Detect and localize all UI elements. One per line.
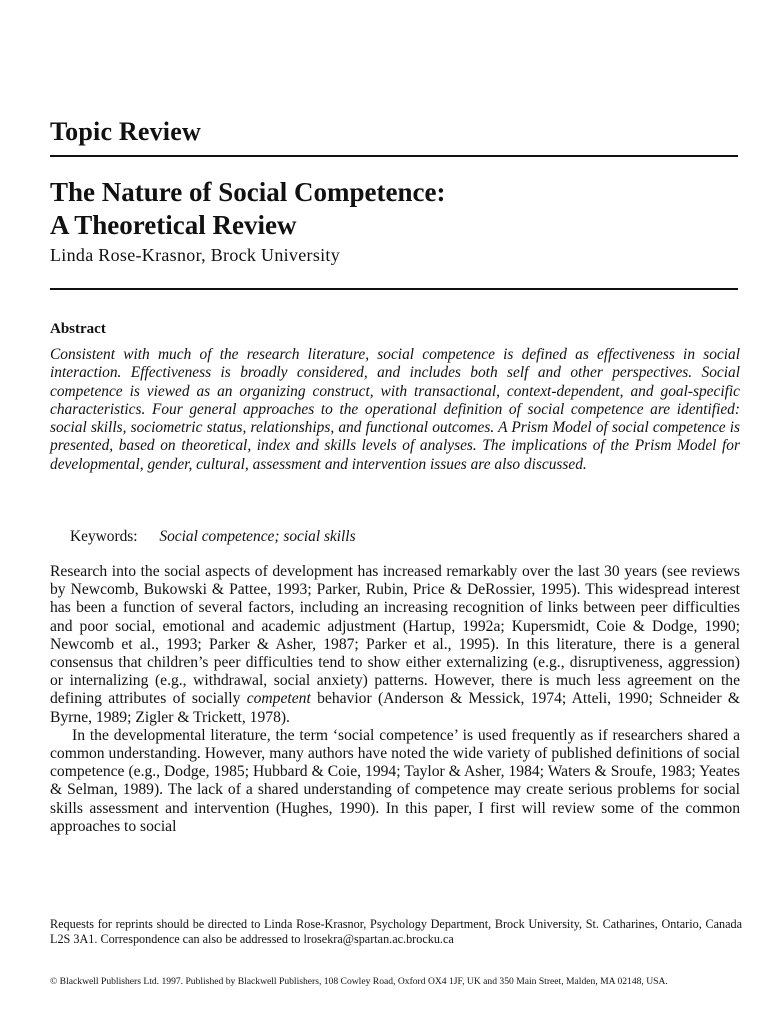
paragraph-1-emphasis: competent (246, 690, 311, 708)
paragraph-1-text-b: behavior (Anderson & Messick, 1974; Atteli, 1990; Schneider & Byrne, 1989; Zigler & Trickett, 1978). (50, 690, 740, 726)
body-paragraph-1 (50, 563, 740, 727)
title-line-2: A Theoretical Review (50, 210, 297, 240)
reprints-footnote: Requests for reprints should be directed to Linda Rose-Krasnor, Psychology Department, Brock University, St. Catharines, Ontario, Canada L2S 3A1. Correspondence can also be addressed to lrosekra@spartan.ac.brocku.ca (50, 917, 742, 946)
abstract-heading: Abstract (50, 321, 106, 337)
header-rule-bottom (50, 288, 738, 290)
paragraph-1-text-a: Research into the social aspects of development has increased remarkably over the last 30 years (see reviews by Newcomb, Bukowski & Pattee, 1993; Parker, Rubin, Price & DeRossier, 1995). This widespread interest has been a function of several factors, including an increasing recognition of links between peer difficulties and poor social, emotional and academic adjustment (Hartup, 1992a; Kupersmidt, Coie & Dodge, 1990; Newcomb et al., 1993; Parker & Asher, 1987; Parker et al., 1995). In this literature, there is a general consensus that children’s peer difficulties tend to show either externalizing (e.g., disruptiveness, aggression) or internalizing (e.g., withdrawal, social anxiety) patterns. However, there is much less agreement on the defining attributes of socially (50, 563, 740, 708)
body-text (50, 563, 740, 836)
abstract-text: Consistent with much of the research literature, social competence is defined as effectiveness in social interaction. Effectiveness is broadly considered, and includes both self and other perspectives. Social competence is viewed as an organizing construct, with transactional, context-dependent, and goal-specific characteristics. Four general approaches to the operational definition of social competence are identified: social skills, sociometric status, relationships, and functional outcomes. A Prism Model of social competence is presented, based on theoretical, index and skills levels of analyses. The implications of the Prism Model for developmental, gender, cultural, assessment and intervention issues are also discussed. (50, 346, 740, 473)
article-title (50, 176, 445, 242)
keywords-label: Keywords: (70, 528, 138, 545)
keywords-values: Social competence; social skills (159, 528, 356, 545)
section-label: Topic Review (50, 117, 201, 146)
header-rule-top (50, 155, 738, 157)
title-line-1: The Nature of Social Competence: (50, 177, 446, 207)
copyright-notice: © Blackwell Publishers Ltd. 1997. Published by Blackwell Publishers, 108 Cowley Road, Oxford OX4 1JF, UK and 350 Main Street, Malden, MA 02148, USA. (50, 976, 668, 987)
keywords-line (70, 528, 356, 546)
author-line: Linda Rose-Krasnor, Brock University (50, 245, 341, 265)
body-paragraph-2: In the developmental literature, the term ‘social competence’ is used frequently as if researchers shared a common understanding. However, many authors have noted the wide variety of published definitions of social competence (e.g., Dodge, 1985; Hubbard & Coie, 1994; Taylor & Asher, 1984; Waters & Sroufe, 1983; Yeates & Selman, 1989). The lack of a shared understanding of competence may create serious problems for social skills assessment and intervention (Hughes, 1990). In this paper, I first will review some of the common approaches to social (50, 726, 740, 835)
